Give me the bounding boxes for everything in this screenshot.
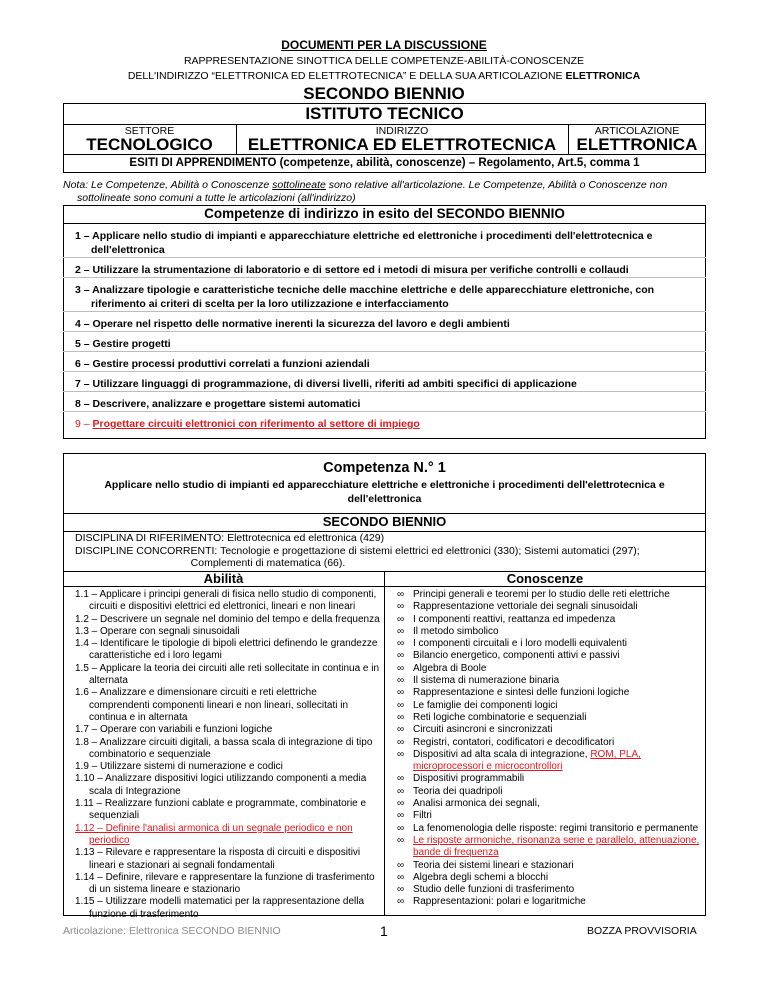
bullet-icon: ∞ [397, 896, 405, 908]
bullet-icon: ∞ [397, 613, 405, 625]
conoscenze-text: Teoria dei sistemi lineari e stazionari [413, 859, 574, 871]
conoscenze-item [397, 601, 702, 613]
indirizzo-value: ELETTRONICA ED ELETTROTECNICA [247, 135, 557, 154]
competenza-text: Applicare nello studio di impianti e apparecchiature elettriche ed elettroniche i procedimenti dell'elettrotecnica e [92, 230, 653, 242]
competenza-number: 8 – [75, 398, 93, 410]
conoscenze-item [397, 614, 702, 626]
competenza-number: 5 – [75, 338, 93, 350]
competenza-separator [63, 391, 706, 392]
bullet-icon: ∞ [397, 773, 405, 785]
bullet-icon: ∞ [397, 687, 405, 699]
competenza-number: 3 – [75, 284, 93, 296]
bullet-icon: ∞ [397, 675, 405, 687]
competenza-item [75, 318, 700, 332]
conoscenze-item [397, 884, 702, 896]
bullet-icon: ∞ [397, 625, 405, 637]
conoscenze-text: La fenomenologia delle risposte: regimi transitorio e permanente [413, 822, 699, 834]
competenza-number: 2 – [75, 264, 93, 276]
bullet-icon: ∞ [397, 589, 405, 600]
conoscenze-item [397, 712, 702, 724]
conoscenze-item [397, 810, 702, 822]
nota-text: sono relative all'articolazione. Le Competenze, Abilità o Conoscenze non [325, 179, 668, 191]
competenza1-divider [384, 571, 385, 916]
competenza-separator [63, 311, 706, 312]
conoscenze-item [397, 786, 702, 798]
bullet-icon: ∞ [397, 810, 405, 822]
competenza1-desc: dell'elettronica [347, 493, 422, 505]
conoscenze-item [397, 724, 702, 736]
conoscenze-text: Rappresentazione vettoriale dei segnali sinusoidali [413, 601, 638, 613]
competenza-item [75, 338, 700, 352]
competenza-separator [63, 351, 706, 352]
competenza-number: 7 – [75, 378, 93, 390]
bullet-icon: ∞ [397, 798, 405, 810]
conoscenze-text: Reti logiche combinatorie e sequenziali [413, 711, 587, 723]
conoscenze-item [397, 675, 702, 687]
conoscenze-item [397, 700, 702, 712]
abilita-item: 1.8 – Analizzare circuiti digitali, a bassa scala di integrazione di tipo combinatorio e sequenziale [75, 736, 373, 760]
competenze-heading: Competenze di indirizzo in esito del SECONDO BIENNIO [204, 206, 565, 221]
articolazione-value: ELETTRONICA [576, 135, 698, 154]
competenza1-title: Competenza N.° 1 [323, 460, 446, 476]
conoscenze-text: I componenti reattivi, reattanza ed impedenza [413, 613, 616, 625]
subtitle-line: RAPPRESENTAZIONE SINOTTICA DELLE COMPETENZE-ABILITÀ-CONOSCENZE [183, 55, 585, 67]
competenza-separator [63, 411, 706, 412]
bullet-icon: ∞ [397, 859, 405, 871]
document-title: DOCUMENTI PER LA DISCUSSIONE [281, 38, 487, 52]
conoscenze-text: Le famiglie dei componenti logici [413, 699, 558, 711]
competenza-separator [63, 371, 706, 372]
biennio-heading: SECONDO BIENNIO [303, 84, 465, 103]
conoscenze-text: Teoria dei quadripoli [413, 785, 503, 797]
competenza-number: 4 – [75, 318, 93, 330]
footer-articolazione: Articolazione: Elettronica SECONDO BIENNIO [63, 925, 281, 937]
bullet-icon: ∞ [397, 822, 405, 834]
conoscenze-text: Bilancio energetico, componenti attivi e passivi [413, 650, 620, 662]
nota-underlined: sottolineate [272, 179, 326, 191]
abilita-heading: Abilità [203, 571, 244, 586]
abilita-item: 1.13 – Rilevare e rappresentare la risposta di circuiti e dispositivi lineari e stazionari ai segnali fondamentali [75, 847, 361, 871]
competenza-item [75, 398, 700, 412]
conoscenze-item [397, 650, 702, 662]
competenza-item [75, 378, 700, 392]
bullet-icon: ∞ [397, 736, 405, 748]
conoscenze-item [397, 626, 702, 638]
indirizzo-label: INDIRIZZO [375, 125, 429, 137]
articolazione-label: ARTICOLAZIONE [594, 125, 680, 137]
bullet-icon: ∞ [397, 638, 405, 650]
conoscenze-item [397, 872, 702, 884]
abilita-item: 1.12 – Definire l'analisi armonica di un segnale periodico e non periodico [75, 822, 353, 846]
abilita-item: 1.9 – Utilizzare sistemi di numerazione e codici [75, 761, 283, 773]
settore-value: TECNOLOGICO [86, 135, 213, 154]
discipline-concorrenti: Complementi di matematica (66). [190, 557, 346, 569]
conoscenze-item [397, 860, 702, 872]
conoscenze-item [397, 798, 702, 810]
conoscenze-text: Rappresentazioni: polari e logaritmiche [413, 896, 586, 908]
competenza-number: 6 – [75, 358, 93, 370]
competenza-text: Analizzare tipologie e caratteristiche tecniche delle macchine elettriche e delle apparecchiature elettroniche, con [92, 284, 655, 296]
conoscenze-heading: Conoscenze [506, 571, 584, 586]
conoscenze-text: Registri, contatori, codificatori e decodificatori [413, 736, 615, 748]
conoscenze-text: Filtri [413, 810, 432, 822]
bullet-icon: ∞ [397, 871, 405, 883]
conoscenze-text: Studio delle funzioni di trasferimento [413, 884, 575, 896]
competenza-text: Progettare circuiti elettronici con riferimento al settore di impiego [92, 418, 420, 430]
abilita-item: 1.2 – Descrivere un segnale nel dominio del tempo e della frequenza [75, 613, 380, 625]
page-number: 1 [380, 923, 388, 939]
conoscenze-item [397, 589, 702, 601]
competenza-separator [63, 277, 706, 278]
footer-bozza: BOZZA PROVVISORIA [587, 925, 697, 937]
conoscenze-item [397, 638, 702, 650]
abilita-item: 1.5 – Applicare la teoria dei circuiti alle reti sollecitate in continua e in alternata [75, 662, 380, 687]
conoscenze-text: Il metodo simbolico [413, 625, 499, 637]
nota-text: Nota: Le Competenze, Abilità o Conoscenze [63, 179, 273, 191]
competenza-separator [63, 331, 706, 332]
bullet-icon: ∞ [397, 834, 405, 846]
conoscenze-text: Rappresentazione e sintesi delle funzioni logiche [413, 687, 630, 699]
bullet-icon: ∞ [397, 650, 405, 662]
conoscenze-item [397, 687, 702, 699]
subtitle-bold: ELETTRONICA [565, 70, 641, 82]
subtitle-text: DELL'INDIRIZZO “ELETTRONICA ED ELETTROTECNICA” E DELLA SUA ARTICOLAZIONE [127, 70, 566, 82]
conoscenze-item [397, 749, 702, 774]
competenza-text: Utilizzare la strumentazione di laboratorio e di settore ed i metodi di misura per verifiche controlli e collaudi [92, 264, 629, 276]
competenza-text-cont: dell'elettronica [91, 243, 165, 256]
competenza1-desc: Applicare nello studio di impianti ed apparecchiature elettriche e elettroniche i procedimenti dell'elettrotecnica e [104, 479, 665, 491]
bullet-icon: ∞ [397, 785, 405, 797]
abilita-item: 1.7 – Operare con variabili e funzioni logiche [75, 724, 273, 736]
competenza-item [75, 358, 700, 372]
abilita-item: 1.4 – Identificare le tipologie di bipoli elettrici definendo le grandezze caratteristiche ed i loro legami [75, 638, 378, 662]
conoscenze-list [397, 589, 702, 909]
competenza-item [75, 284, 700, 311]
competenza-item [75, 264, 700, 278]
conoscenze-text: Dispositivi programmabili [413, 773, 525, 785]
conoscenze-text: Analisi armonica dei segnali, [413, 798, 540, 810]
competenza-number: 9 – [75, 418, 93, 430]
competenza-item [75, 418, 700, 432]
conoscenze-text: Circuiti asincroni e sincronizzati [413, 724, 553, 736]
esiti-row: ESITI DI APPRENDIMENTO (competenze, abilità, conoscenze) – Regolamento, Art.5, comma 1 [129, 157, 640, 169]
bullet-icon: ∞ [397, 748, 405, 760]
conoscenze-text: Principi generali e teoremi per lo studio delle reti elettriche [413, 589, 670, 600]
bullet-icon: ∞ [397, 699, 405, 711]
conoscenze-item [397, 835, 702, 860]
conoscenze-text: I componenti circuitali e i loro modelli equivalenti [413, 638, 627, 650]
abilita-item: 1.6 – Analizzare e dimensionare circuiti e reti elettriche comprendenti componenti lineari e non lineari, sollecitati in continua e in alternata [75, 687, 349, 723]
competenza-separator [63, 257, 706, 258]
competenza-text: Descrivere, analizzare e progettare sistemi automatici [92, 398, 361, 410]
conoscenze-text: Dispositivi ad alta scala di integrazione, [413, 748, 591, 760]
conoscenze-item [397, 896, 702, 908]
discipline-concorrenti: DISCIPLINE CONCORRENTI: Tecnologie e progettazione di sistemi elettrici ed elettronici (330); Sistemi automatici (297); [75, 545, 640, 557]
bullet-icon: ∞ [397, 662, 405, 674]
nota-line2: sottolineate sono comuni a tutte le articolazioni (all'indirizzo) [77, 192, 356, 204]
competenze-divider [63, 223, 706, 224]
conoscenze-text: Algebra degli schemi a blocchi [413, 871, 549, 883]
abilita-item: 1.1 – Applicare i principi generali di fisica nello studio di componenti, circuiti e dispositivi elettrici ed elettronici, lineari e non lineari [75, 589, 377, 613]
conoscenze-item [397, 737, 702, 749]
subtitle-line [0, 70, 768, 82]
conoscenze-item [397, 663, 702, 675]
istituto-label: ISTITUTO TECNICO [305, 104, 464, 123]
conoscenze-text: Algebra di Boole [413, 662, 487, 674]
settore-label: SETTORE [124, 125, 175, 137]
competenza-text: Utilizzare linguaggi di programmazione, di diversi livelli, riferiti ad ambiti specifici di applicazione [92, 378, 577, 390]
nota [63, 179, 723, 191]
competenza-text: Gestire processi produttivi correlati a funzioni aziendali [92, 358, 370, 370]
competenza-text: Operare nel rispetto delle normative inerenti la sicurezza del lavoro e degli ambienti [92, 318, 510, 330]
disciplina-riferimento: DISCIPLINA DI RIFERIMENTO: Elettrotecnica ed elettronica (429) [75, 532, 385, 544]
abilita-item: 1.3 – Operare con segnali sinusoidali [75, 625, 240, 637]
conoscenze-text: Il sistema di numerazione binaria [413, 675, 560, 687]
bullet-icon: ∞ [397, 724, 405, 736]
bullet-icon: ∞ [397, 884, 405, 896]
abilita-list [75, 589, 380, 921]
competenza-item [75, 230, 700, 257]
abilita-item: 1.15 – Utilizzare modelli matematici per la rappresentazione della funzione di trasferimento [75, 896, 365, 920]
abilita-item: 1.10 – Analizzare dispositivi logici utilizzando componenti a media scala di Integrazione [75, 773, 367, 797]
competenza1-biennio: SECONDO BIENNIO [322, 514, 447, 529]
abilita-item: 1.14 – Definire, rilevare e rappresentare la funzione di trasferimento di un sistema lineare e stazionario [75, 871, 375, 896]
conoscenze-item [397, 823, 702, 835]
competenza-text: Gestire progetti [92, 338, 171, 350]
competenza-number: 1 – [75, 230, 93, 242]
abilita-item: 1.11 – Realizzare funzioni cablate e programmate, combinatorie e sequenziali [75, 798, 367, 822]
conoscenze-item [397, 773, 702, 785]
bullet-icon: ∞ [397, 601, 405, 613]
competenza-text-cont: riferimento ai criteri di scelta per la loro utilizzazione e interfacciamento [91, 297, 449, 310]
conoscenze-text-articolazione: Le risposte armoniche, risonanza serie e parallelo, attenuazione, bande di frequenza [413, 834, 700, 859]
conoscenze-text-articolazione: ROM, PLA, microprocessori e microcontrollori [413, 748, 641, 773]
bullet-icon: ∞ [397, 711, 405, 723]
